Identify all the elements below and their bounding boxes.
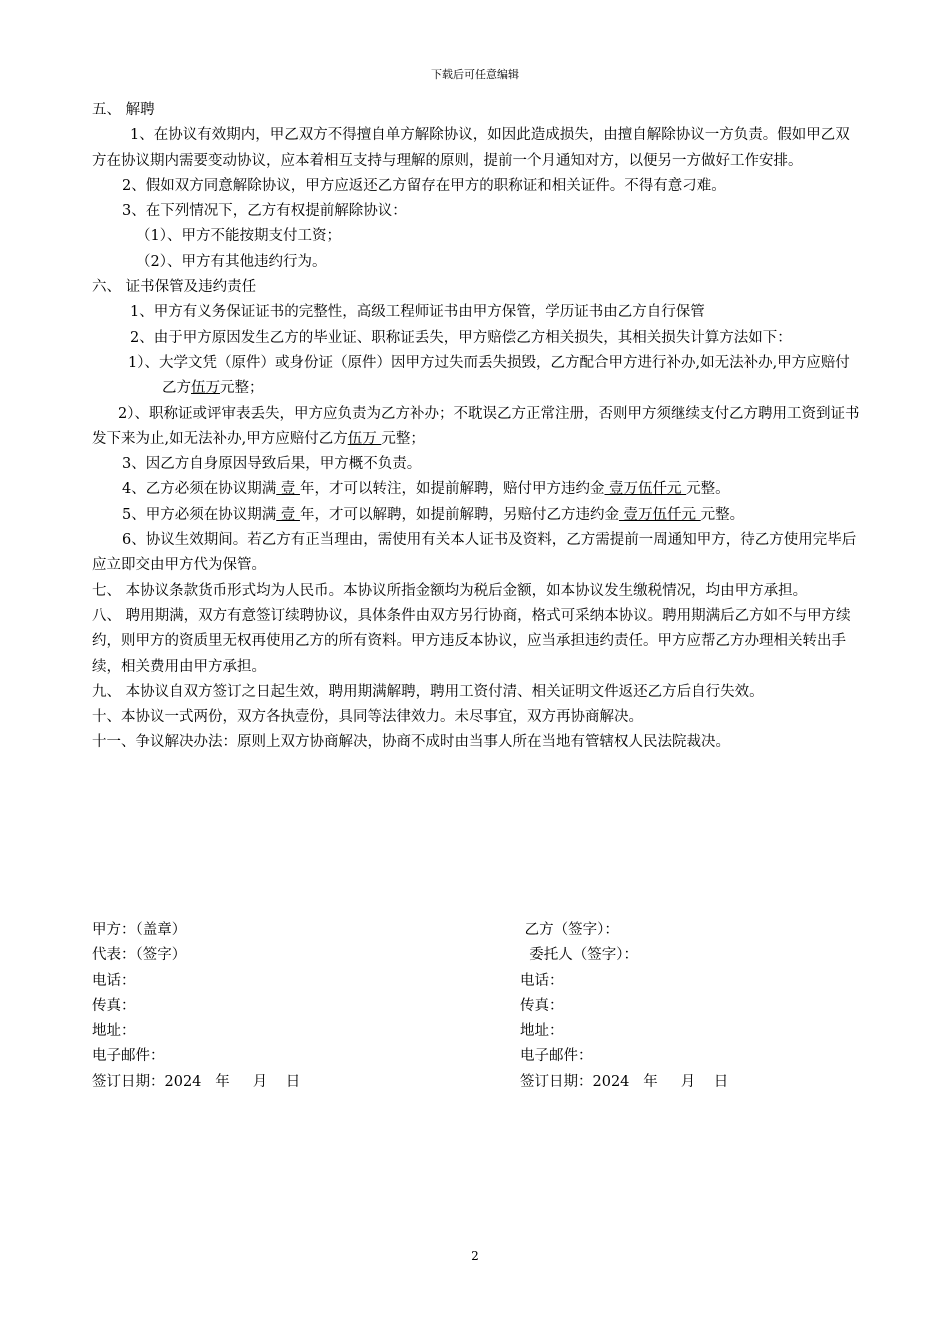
compensation-amount-2: 伍万	[347, 430, 382, 447]
section-6-clause-6: 6、协议生效期间。若乙方有正当理由，需使用有关本人证书及资料，乙方需提前一周通知甲方，待乙方使用完毕后应立即交由甲方代为保管。	[92, 532, 857, 574]
section-9: 九、 本协议自双方签订之日起生效，聘用期满解聘，聘用工资付清、相关证明文件返还乙方后自行失效。	[92, 683, 764, 700]
party-b-address-line: 地址：	[520, 1023, 564, 1040]
section-5-title: 五、 解聘	[92, 102, 155, 118]
section-6-clause-2-item-2: 2）、职称证或评审表丢失，甲方应负责为乙方补办；不耽误乙方正常注册，否则甲方须继续支付乙方聘用工资到证书发下来为止,如无法补办,甲方应赔付乙方伍万 元整；	[92, 405, 860, 447]
section-5-clause-2: 2、假如双方同意解除协议，甲方应返还乙方留存在甲方的职称证和相关证件。不得有意刁难。	[122, 177, 726, 194]
section-10: 十、本协议一式两份，双方各执壹份，具同等法律效力。未尽事宜，双方再协商解决。	[92, 709, 643, 726]
party-b-sign-line: 乙方（签字）：	[520, 922, 619, 938]
party-a-date-line: 签订日期：2024 年 月 日	[92, 1073, 301, 1090]
section-7: 七、 本协议条款货币形式均为人民币。本协议所指金额均为税后金额，如本协议发生缴税情况，均由甲方承担。	[92, 582, 808, 599]
page-header: 下载后可任意编辑	[431, 68, 519, 81]
section-5-clause-3-item-2: （2）、甲方有其他违约行为。	[136, 253, 327, 270]
section-6-clause-3: 3、因乙方自身原因导致后果，甲方概不负责。	[122, 456, 422, 473]
section-6-clause-2-item-1: 1）、大学文凭（原件）或身份证（原件）因甲方过失而丢失损毁，乙方配合甲方进行补办,如无法补办,甲方应赔付乙方伍万元整；	[128, 354, 850, 397]
party-b-fax-line: 传真：	[520, 997, 564, 1014]
contract-body	[92, 98, 862, 756]
section-6-clause-5: 5、甲方必须在协议期满 壹 年，才可以解聘，如提前解聘，另赔付乙方违约金 壹万伍仟元 元整。	[122, 506, 745, 523]
party-a-address-line: 地址：	[92, 1023, 136, 1040]
penalty-amount-a: 壹万伍仟元	[618, 506, 701, 523]
term-years-b: 壹	[276, 481, 300, 498]
party-a-email-line: 电子邮件：	[92, 1048, 165, 1065]
section-6-clause-1: 1、甲方有义务保证证书的完整性，高级工程师证书由甲方保管，学历证书由乙方自行保管	[130, 304, 705, 321]
party-a-phone-line: 电话：	[92, 972, 136, 989]
party-a-seal-line: 甲方：（盖章）	[92, 922, 187, 938]
section-11: 十一、争议解决办法：原则上双方协商解决，协商不成时由当事人所在当地有管辖权人民法院裁决。	[92, 734, 730, 751]
term-years-a: 壹	[276, 506, 300, 523]
section-5-clause-3: 3、在下列情况下，乙方有权提前解除协议：	[122, 203, 407, 220]
section-6-clause-4: 4、乙方必须在协议期满 壹 年，才可以转注，如提前解聘，赔付甲方违约金 壹万伍仟元 元整。	[122, 481, 730, 498]
party-b-date-line: 签订日期：2024 年 月 日	[520, 1073, 729, 1090]
party-a-signature	[92, 918, 300, 1095]
section-6-title: 六、 证书保管及违约责任	[92, 279, 257, 296]
party-a-fax-line: 传真：	[92, 997, 136, 1014]
section-5-clause-3-item-1: （1）、甲方不能按期支付工资；	[136, 228, 341, 245]
section-6-clause-2: 2、由于甲方原因发生乙方的毕业证、职称证丢失，甲方赔偿乙方相关损失，其相关损失计算方法如下：	[130, 329, 792, 346]
party-b-phone-line: 电话：	[520, 972, 564, 989]
section-5-clause-1: 1、在协议有效期内，甲乙双方不得擅自单方解除协议，如因此造成损失，由擅自解除协议一方负责。假如甲乙双方在协议期内需要变动协议，应本着相互支持与理解的原则，提前一个月通知对方，以便另一方做好工作安排。	[92, 127, 850, 169]
party-b-signature	[520, 918, 728, 1095]
penalty-amount-b: 壹万伍仟元	[604, 481, 687, 498]
page-number: 2	[471, 1249, 479, 1263]
compensation-amount-1: 伍万	[191, 380, 220, 397]
section-8: 八、 聘用期满，双方有意签订续聘协议，具体条件由双方另行协商，格式可采纳本协议。聘用期满后乙方如不与甲方续约，则甲方的资质里无权再使用乙方的所有资料。甲方违反本协议，应当承担违约责任。甲方应帮乙方办理相关转出手续，相关费用由甲方承担。	[92, 607, 851, 675]
party-b-email-line: 电子邮件：	[520, 1048, 593, 1065]
party-b-agent-line: 委托人（签字）：	[520, 947, 638, 964]
party-a-representative-line: 代表：（签字）	[92, 947, 187, 964]
